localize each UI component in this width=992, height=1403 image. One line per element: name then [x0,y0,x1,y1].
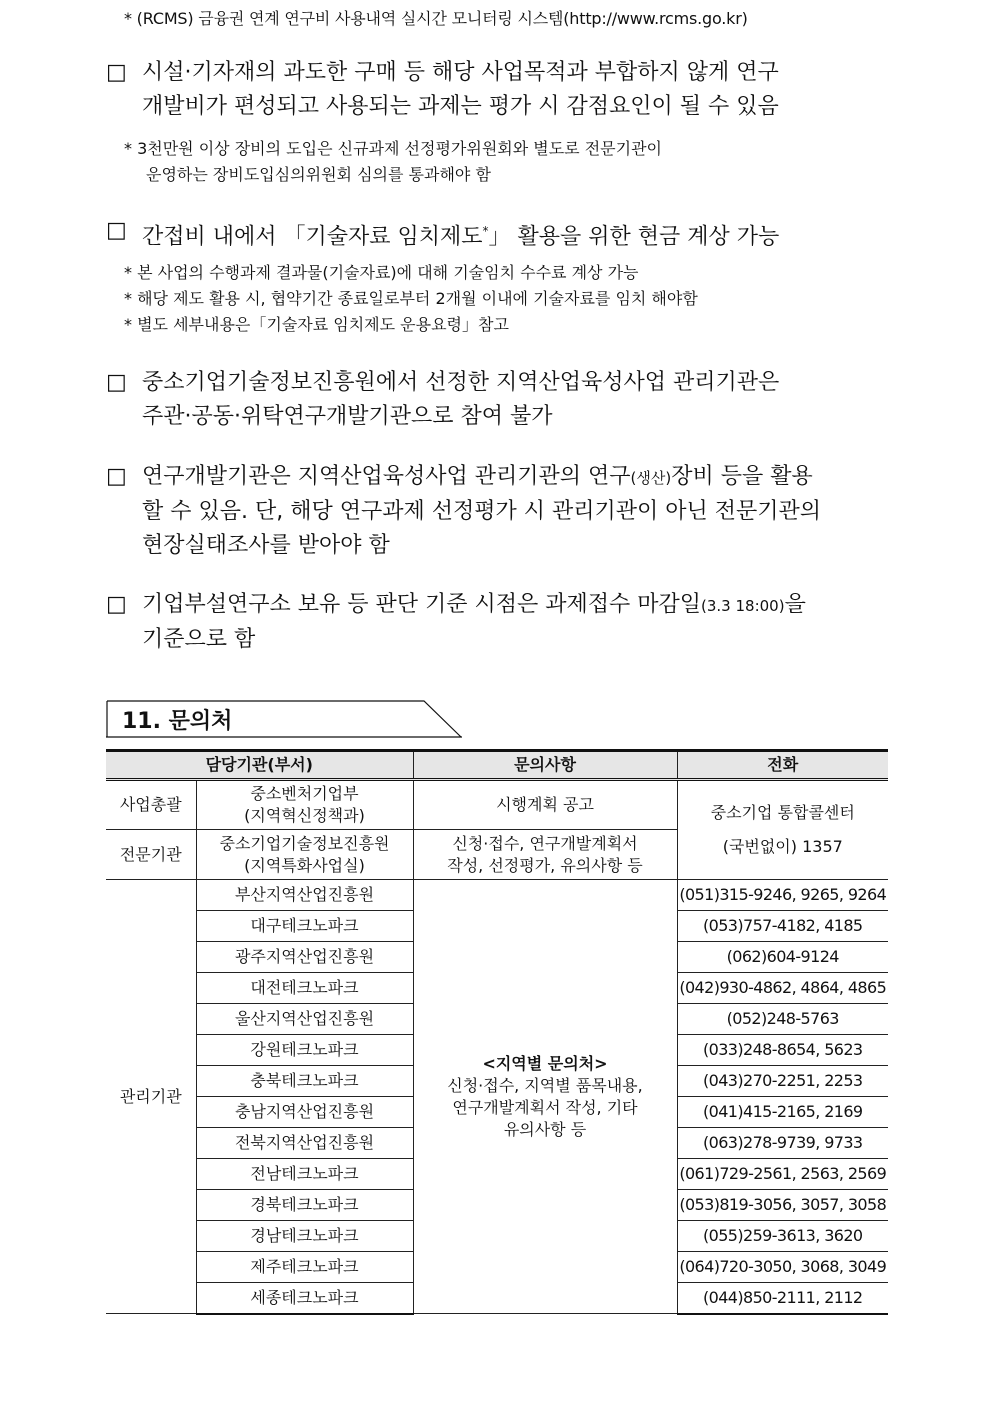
item-text: 」 활용을 위한 현금 계상 가능 [488,224,780,250]
org-dept: (지역특화사업실) [244,855,365,875]
item-text: 장비 등을 활용 [671,464,813,489]
regional-inquiry-title: <지역별 문의처> [482,1053,608,1073]
regional-inquiry-cell [413,880,677,1314]
item-line: 중소기업기술정보진흥원에서 선정한 지역산업육성사업 관리기관은 [142,370,780,395]
row-label: 사업총괄 [106,780,196,830]
footnote-mark: * [482,224,489,238]
item-line [142,214,892,254]
row-label: 관리기관 [106,880,196,1314]
inquiry-cell: 시행계획 공고 [413,780,677,830]
org-cell: 강원테크노파크 [196,1035,413,1066]
item-text: 을 [784,592,806,617]
org-cell: 충북테크노파크 [196,1066,413,1097]
item-line: 기준으로 함 [142,627,256,652]
header-inquiry: 문의사항 [413,751,677,780]
section-heading [106,700,462,738]
item-2-notes [124,260,894,338]
org-cell: 충남지역산업진흥원 [196,1097,413,1128]
phone-cell: (064)720-3050, 3068, 3049 [677,1252,888,1283]
org-dept: (지역혁신정책과) [244,806,365,825]
item-line: 현장실태조사를 받아야 함 [142,533,390,558]
inquiry-line: 신청·접수, 연구개발계획서 [452,833,638,853]
callcenter-number: (국번없이) 1357 [722,837,843,856]
phone-cell: (051)315-9246, 9265, 9264 [677,880,888,911]
regional-inquiry-line: 신청·접수, 지역별 품목내용, [447,1075,643,1095]
phone-cell: (055)259-3613, 3620 [677,1221,888,1252]
header-phone: 전화 [677,751,888,780]
org-name: 중소벤처기업부 [250,784,359,803]
org-cell: 부산지역산업진흥원 [196,880,413,911]
section-title: 11. 문의처 [122,709,233,734]
item-line: 시설·기자재의 과도한 구매 등 해당 사업목적과 부합하지 않게 연구 [142,60,779,85]
inquiry-line: 작성, 선정평가, 유의사항 등 [447,855,643,875]
header-org: 담당기관(부서) [106,751,413,780]
callcenter-cell [677,780,888,880]
org-cell [196,830,413,880]
regional-inquiry-line: 유의사항 등 [503,1119,587,1139]
note-line: * 별도 세부내용은「기술자료 임치제도 운용요령」참고 [124,315,509,334]
checkbox-icon: □ [106,464,127,489]
row-label: 전문기관 [106,830,196,880]
phone-cell: (063)278-9739, 9733 [677,1128,888,1159]
item-line [142,460,892,495]
item-text: 기업부설연구소 보유 등 판단 기준 시점은 과제접수 마감일 [142,592,702,617]
contact-table [106,749,888,1315]
checkbox-icon: □ [106,370,127,395]
item-text: 간접비 내에서 「기술자료 임치제도 [142,224,483,250]
org-cell [196,780,413,830]
org-cell: 제주테크노파크 [196,1252,413,1283]
org-cell: 전남테크노파크 [196,1159,413,1190]
org-cell: 경남테크노파크 [196,1221,413,1252]
phone-cell: (052)248-5763 [677,1004,888,1035]
checkbox-icon: □ [106,60,127,85]
callcenter-name: 중소기업 통합콜센터 [710,803,855,822]
item-line: 주관·공동·위탁연구개발기관으로 참여 불가 [142,404,553,429]
org-cell: 세종테크노파크 [196,1283,413,1314]
note-line: * 해당 제도 활용 시, 협약기간 종료일로부터 2개월 이내에 기술자료를 임치 해야함 [124,289,698,308]
note-line: * 3천만원 이상 장비의 도입은 신규과제 선정평가위원회와 별도로 전문기관이 [124,139,663,158]
inquiry-cell [413,830,677,880]
top-note: * (RCMS) 금융권 연계 연구비 사용내역 실시간 모니터링 시스템(http://www.rcms.go.kr) [124,9,748,28]
item-line [142,588,892,623]
item-line: 할 수 있음. 단, 해당 연구과제 선정평가 시 관리기관이 아닌 전문기관의 [142,499,821,524]
regional-inquiry-line: 연구개발계획서 작성, 기타 [452,1097,638,1117]
phone-cell: (043)270-2251, 2253 [677,1066,888,1097]
org-cell: 광주지역산업진흥원 [196,942,413,973]
note-line: 운영하는 장비도입심의위원회 심의를 통과해야 함 [146,165,491,184]
table-row [106,880,888,911]
org-cell: 대전테크노파크 [196,973,413,1004]
table-row [106,780,888,830]
item-text: 연구개발기관은 지역산업육성사업 관리기관의 연구 [142,464,631,489]
org-cell: 대구테크노파크 [196,911,413,942]
org-cell: 울산지역산업진흥원 [196,1004,413,1035]
phone-cell: (033)248-8654, 5623 [677,1035,888,1066]
org-cell: 전북지역산업진흥원 [196,1128,413,1159]
checkbox-icon: □ [106,218,127,243]
item-text-small: (생산) [630,469,672,487]
org-name: 중소기업기술정보진흥원 [219,833,390,853]
org-cell: 경북테크노파크 [196,1190,413,1221]
note-line: * 본 사업의 수행과제 결과물(기술자료)에 대해 기술임치 수수료 계상 가능 [124,263,639,282]
checkbox-icon: □ [106,592,127,617]
phone-cell: (041)415-2165, 2169 [677,1097,888,1128]
item-1-notes [124,136,894,188]
phone-cell: (053)757-4182, 4185 [677,911,888,942]
phone-cell: (061)729-2561, 2563, 2569 [677,1159,888,1190]
phone-cell: (062)604-9124 [677,942,888,973]
phone-cell: (053)819-3056, 3057, 3058 [677,1190,888,1221]
phone-cell: (042)930-4862, 4864, 4865 [677,973,888,1004]
phone-cell: (044)850-2111, 2112 [677,1283,888,1314]
item-text-small: (3.3 18:00) [701,597,785,615]
item-line: 개발비가 편성되고 사용되는 과제는 평가 시 감점요인이 될 수 있음 [142,94,779,119]
